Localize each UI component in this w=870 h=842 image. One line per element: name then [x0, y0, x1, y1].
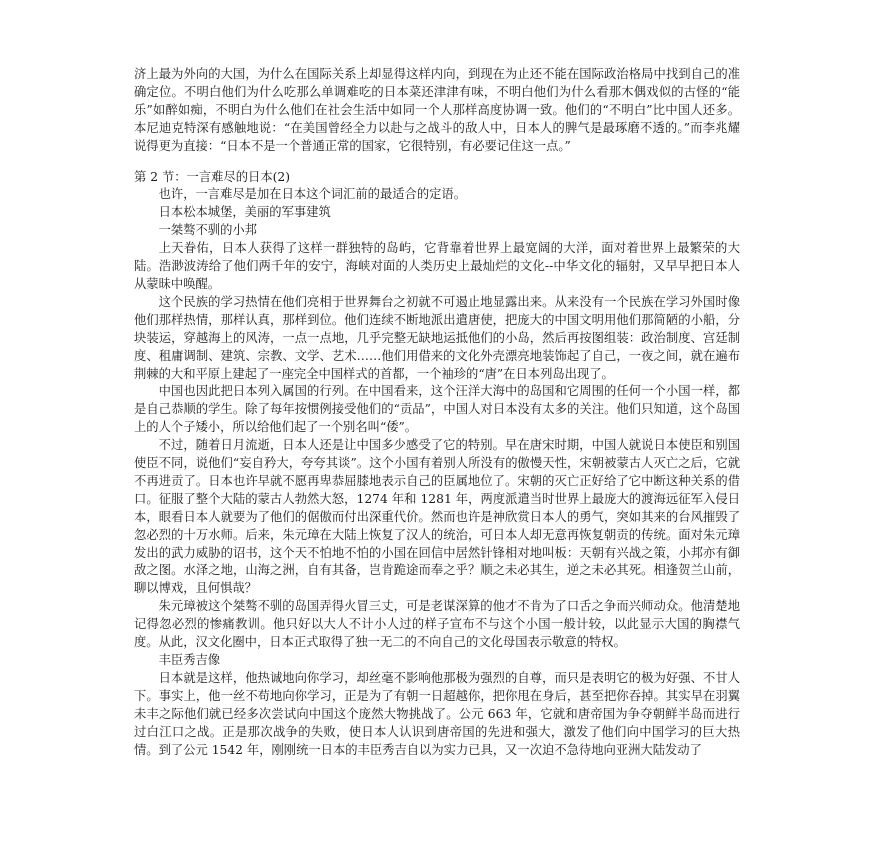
- text-column: [134, 66, 740, 759]
- image-caption: 丰臣秀吉像: [158, 653, 221, 667]
- image-caption: 日本松本城堡，美丽的军事建筑: [158, 205, 331, 220]
- body-paragraph: 中国也因此把日本列入属国的行列。在中国看来，这个汪洋大海中的岛国和它周围的任何一个小国一样，都是自己恭顺的学生。除了每年按惯例接受他们的“贡品”，中国人对日本没有太多的关注。他们只知道，这个岛国上的人个子矮小，所以给他们起了一个别名叫“倭”。: [134, 384, 740, 435]
- body-paragraph: 上天眷佑，日本人获得了这样一群独特的岛屿，它背靠着世界上最宽阔的大洋，面对着世界上最繁荣的大陆。浩渺波涛给了他们两千年的安宁，海峡对面的人类历史上最灿烂的文化--中华文化的辐射，又早早把日本人从蒙昧中唤醒。: [134, 241, 740, 291]
- body-paragraph: 朱元璋被这个桀骜不驯的岛国弄得火冒三丈，可是老谋深算的他才不肯为了口舌之争而兴师动众。他清楚地记得忽必烈的惨痛教训。他只好以大人不计小人过的样子宣布不与这个小国一般计较，以此显示大国的胸襟气度。从此，汉文化圈中，日本正式取得了独一无二的不向自己的文化母国表示敬意的特权。: [134, 599, 740, 650]
- body-paragraph: 不过，随着日月流逝，日本人还是让中国多少感受了它的特别。早在唐宋时期，中国人就说日本使臣和别国使臣不同，说他们“妄自矜大，夸夸其谈”。这个小国有着别人所没有的傲慢天性，宋朝被蒙古人灭亡之后，它就不再进贡了。日本也许早就不愿再卑恭屈膝地表示自己的臣属地位了。宋朝的灭亡正好给了它中断这种关系的借口。征服了整个大陆的蒙古人勃然大怒，1274 年和 1281 年，两度派遣当时世界上最庞大的渡海远征军入侵日本，眼看日本人就要为了他们的倨傲而付出深重代价。然而也许是神欣赏日本人的勇气，突如其来的台风摧毁了忽必烈的十万水师。后来，朱元璋在大陆上恢复了汉人的统治，可日本人却无意再恢复朝贡的传统。面对朱元璋发出的武力威胁的诏书，这个天不怕地不怕的小国在回信中居然针锋相对地叫板：天朝有兴战之策，小邦亦有御敌之图。水泽之地，山海之洲，自有其备，岂肯跪途而奉之乎？顺之未必其生，逆之未必其死。相逢贺兰山前，聊以博戏，且何惧哉？: [134, 438, 740, 596]
- body-paragraph: 日本就是这样，他热诚地向你学习，却丝毫不影响他那极为强烈的自尊，而只是表明它的极为好强、不甘人下。事实上，他一丝不苟地向你学习，正是为了有朝一日超越你，把你甩在身后，甚至把你吞掉。其实早在羽翼未丰之际他们就已经多次尝试向中国这个庞然大物挑战了。公元 663 年，它就和唐帝国为争夺朝鲜半岛而进行过白江口之战。正是那次战争的失败，使日本人认识到唐帝国的先进和强大，激发了他们向中国学习的巨大热情。到了公元 1542 年，刚刚统一日本的丰臣秀吉自以为实力已具，又一次迫不急待地向亚洲大陆发动了: [134, 670, 740, 757]
- intro-paragraph: 济上最为外向的大国，为什么在国际关系上却显得这样内向，到现在为止还不能在国际政治格局中找到自己的准确定位。不明白他们为什么吃那么单调难吃的日本菜还津津有味，不明白他们为什么看那木偶戏似的古怪的“能乐”如醉如痴，不明白为什么他们在社会生活中如同一个人那样高度协调一致。他们的“不明白”比中国人还多。本尼迪克特深有感触地说：“在美国曾经全力以赴与之战斗的敌人中，日本人的脾气是最琢磨不透的。”而李兆耀说得更为直接：“日本不是一个普通正常的国家，它很特别，有必要记住这一点。”: [134, 67, 740, 153]
- body-paragraph: 这个民族的学习热情在他们亮相于世界舞台之初就不可遏止地显露出来。从来没有一个民族在学习外国时像他们那样热情，那样认真，那样到位。他们连续不断地派出遣唐使，把庞大的中国文明用他们那简陋的小船，分块装运，穿越海上的风涛，一点一点地，几乎完整无缺地运抵他们的小岛，然后再按图组装：政治制度、宫廷制度、租庸调制、建筑、宗教、文学、艺术……他们用借来的文化外壳漂亮地装饰起了自己，一夜之间，就在遍布荆棘的大和平原上建起了一座完全中国样式的首都，一个袖珍的“唐”在日本列岛出现了。: [134, 294, 740, 381]
- lead-line: 也许，一言难尽是加在日本这个词汇前的最适合的定语。: [158, 187, 467, 202]
- subsection-title: 一桀骜不驯的小邦: [158, 223, 257, 238]
- section-title: 第 2 节：一言难尽的日本(2): [134, 169, 291, 184]
